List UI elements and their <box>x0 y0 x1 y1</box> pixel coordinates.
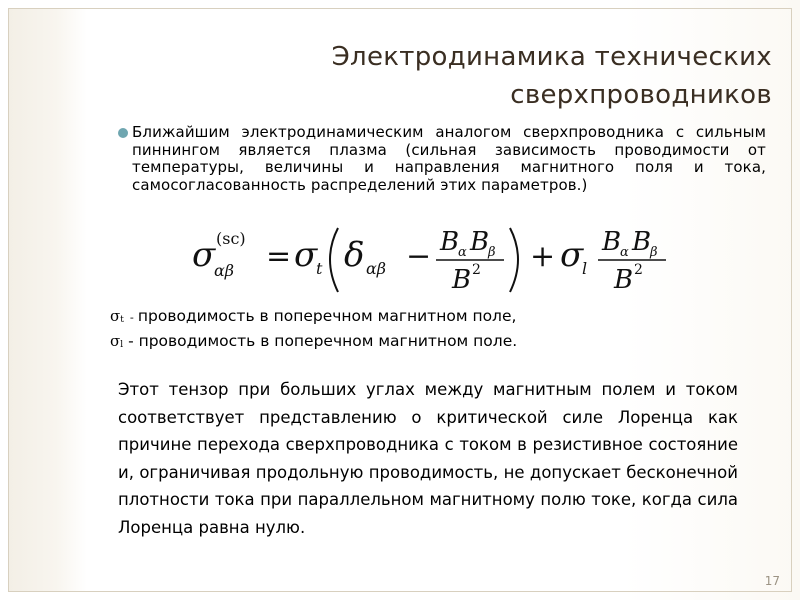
conductivity-formula <box>188 222 688 298</box>
formula-sigma-l-sub: l <box>582 259 588 278</box>
formula-left-paren <box>330 228 338 292</box>
sigma-l-symbol: σ <box>110 332 121 350</box>
formula-equals: = <box>266 239 292 274</box>
formula-sigma-t: σ <box>294 235 318 275</box>
formula-delta: δ <box>344 235 365 275</box>
bullet-item <box>118 124 766 212</box>
sigma-l-text: - проводимость в поперечном магнитном поле. <box>123 332 518 350</box>
body-paragraph: Этот тензор при больших углах между магнитным полем и током соответствует представлению о критической силе Лоренца как причине перехода сверхпроводника с током в резистивное состояние и, ограничивая продольную проводимость, не допускает бесконечной плотности тока при параллельном магнитному полю токе, когда сила Лоренца равна нулю. <box>118 380 738 537</box>
formula-sigma-t-sub: t <box>316 259 323 278</box>
fraction2-b-alpha: B <box>602 227 622 257</box>
title-line-1: Электродинамика технических <box>331 42 772 72</box>
sigma-t-sub: t <box>120 315 124 325</box>
sigma-t-definition <box>110 306 670 331</box>
formula-fraction-1 <box>436 227 504 295</box>
fraction1-power: 2 <box>472 262 481 278</box>
fraction2-b-beta: B <box>632 227 652 257</box>
formula-delta-sub: αβ <box>366 259 387 278</box>
formula-plus: + <box>530 239 556 274</box>
formula-lhs-superscript: (sc) <box>216 229 246 248</box>
fraction1-denominator: B <box>452 265 472 295</box>
fraction1-b-beta: B <box>470 227 490 257</box>
sigma-l-sub: l <box>120 340 124 350</box>
sigma-t-symbol: σ <box>110 307 121 325</box>
fraction2-beta-sub: β <box>650 245 658 260</box>
sigma-t-dash: - <box>129 311 134 324</box>
formula-sigma-l: σ <box>560 235 584 275</box>
page-number: 17 <box>764 574 780 588</box>
title-line-2: сверхпроводников <box>510 80 772 110</box>
formula-fraction-2 <box>598 227 666 295</box>
bullet-dot-icon <box>118 128 128 138</box>
formula-svg <box>188 222 688 298</box>
sigma-definitions <box>110 306 670 356</box>
formula-minus: − <box>406 239 432 274</box>
formula-lhs-subscript: αβ <box>214 261 235 280</box>
fraction2-denominator: B <box>614 265 634 295</box>
formula-lhs-sigma: σ <box>192 235 216 275</box>
fraction2-power: 2 <box>634 262 643 278</box>
formula-right-paren <box>510 228 518 292</box>
sigma-t-text: проводимость в поперечном магнитном поле, <box>137 307 517 325</box>
bullet-text: Ближайшим электродинамическим аналогом сверхпроводника с сильным пиннингом является плазма (сильная зависимость проводимости от температуры, величины и направления магнитного поля и тока, самосогласованность распределений этих параметров.) <box>132 124 766 194</box>
sigma-l-definition <box>110 331 670 356</box>
fraction1-b-alpha: B <box>440 227 460 257</box>
fraction1-alpha-sub: α <box>458 245 467 260</box>
fraction1-beta-sub: β <box>488 245 496 260</box>
slide-title <box>252 38 772 114</box>
fraction2-alpha-sub: α <box>620 245 629 260</box>
